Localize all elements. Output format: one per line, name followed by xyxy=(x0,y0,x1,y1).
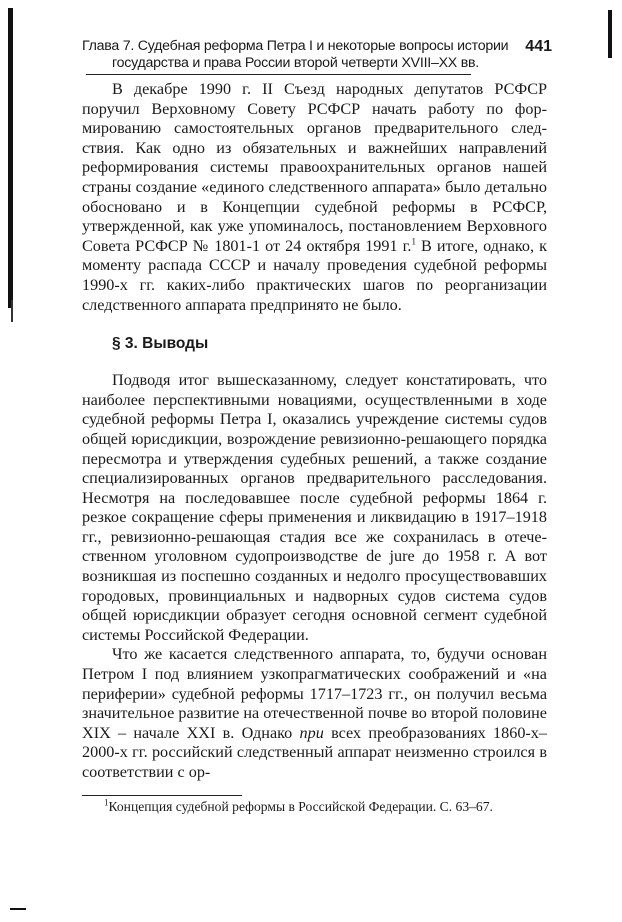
header-title-line-1: Глава 7. Судебная реформа Петра I и некоторые вопросы истории xyxy=(82,38,509,54)
paragraph-1-tail: В итоге, однако, к моменту распада СССР и началу проведения судебной реформы 1990-х гг. каких-либо практических шагов по реорганизации следственного аппарата предпринято не было. xyxy=(82,236,547,314)
footnote-line xyxy=(82,798,547,816)
paragraph-3-end: всех преобразованиях 1860-х–2000-х гг. российский следственный аппарат неизменно строился в соответствии с ор- xyxy=(82,723,547,781)
paragraph-1-text: В декабре 1990 г. II Съезд народных депутатов РСФСР поручил Верховному Совету РСФСР начать работу по формированию самостоятельных органов предварительного следствия. Как одно из обязательных и важнейших направлений реформирования системы правоохранительных органов нашей страны создание «единого следственного аппарата» было детально обосновано и в Концепции судебной реформы в РСФСР, утвержденной, как уже упоминалось, постановлением Верховного Совета РСФСР № 1801-1 от 24 октября 1991 г. xyxy=(82,80,547,255)
footnote-text: Концепция судебной реформы в Российской Федерации. С. 63–67. xyxy=(108,799,493,814)
paragraph-3 xyxy=(82,645,547,782)
paragraph-3-start: Что же касается следственного аппарата, то, будучи основан Петром I под влиянием узкопрагматических соображений и «на периферии» судебной реформы 1717–1723 гг., он получил весьма значительное развитие на отечественной почве во второй половине XIX – начале XXI в. Однако xyxy=(82,645,547,742)
page-number: 441 xyxy=(525,38,552,55)
section-heading: § 3. Выводы xyxy=(112,335,209,353)
paragraph-3-italic: при xyxy=(299,723,324,742)
running-header xyxy=(82,38,552,72)
header-rule xyxy=(86,74,471,75)
main-text xyxy=(82,80,547,783)
paragraph-1 xyxy=(82,80,547,315)
footnote-rule xyxy=(82,795,242,796)
footnote xyxy=(82,798,547,816)
scan-edge-mark xyxy=(8,8,13,308)
footnote-reference: 1 xyxy=(411,236,416,247)
header-title-line-2: государства и права России второй четверти XVIII–XX вв. xyxy=(112,55,479,71)
scan-corner-mark xyxy=(608,10,612,58)
paragraph-2: Подводя итог вышесказанному, следует констатировать, что наиболее перспективными новациями, осуществленными в ходе судебной реформы Петра I, оказались учреждение системы судов общей юрисдикции, возрождение ревизионно-решающего порядка пересмотра и утверждения судебных решений, а также создание специализированных органов предварительного расследования. Несмотря на последовавшее после судебной реформы 1864 г. резкое сокращение сферы применения и ликвидацию в 1917–1918 гг., ревизионно-решающая стадия все же сохранилась в отечественном уголовном судопроизводстве de jure до 1958 г. А вот возникшая из поспешно созданных и недолго просуществовавших городовых, провинциальных и надворных судов система судов общей юрисдикции образует сегодня основной сегмент судебной системы Российской Федерации. xyxy=(82,371,547,644)
footnote-marker: 1 xyxy=(104,797,109,808)
scan-edge-mark-tail xyxy=(11,300,13,322)
scan-bottom-mark xyxy=(10,908,26,910)
